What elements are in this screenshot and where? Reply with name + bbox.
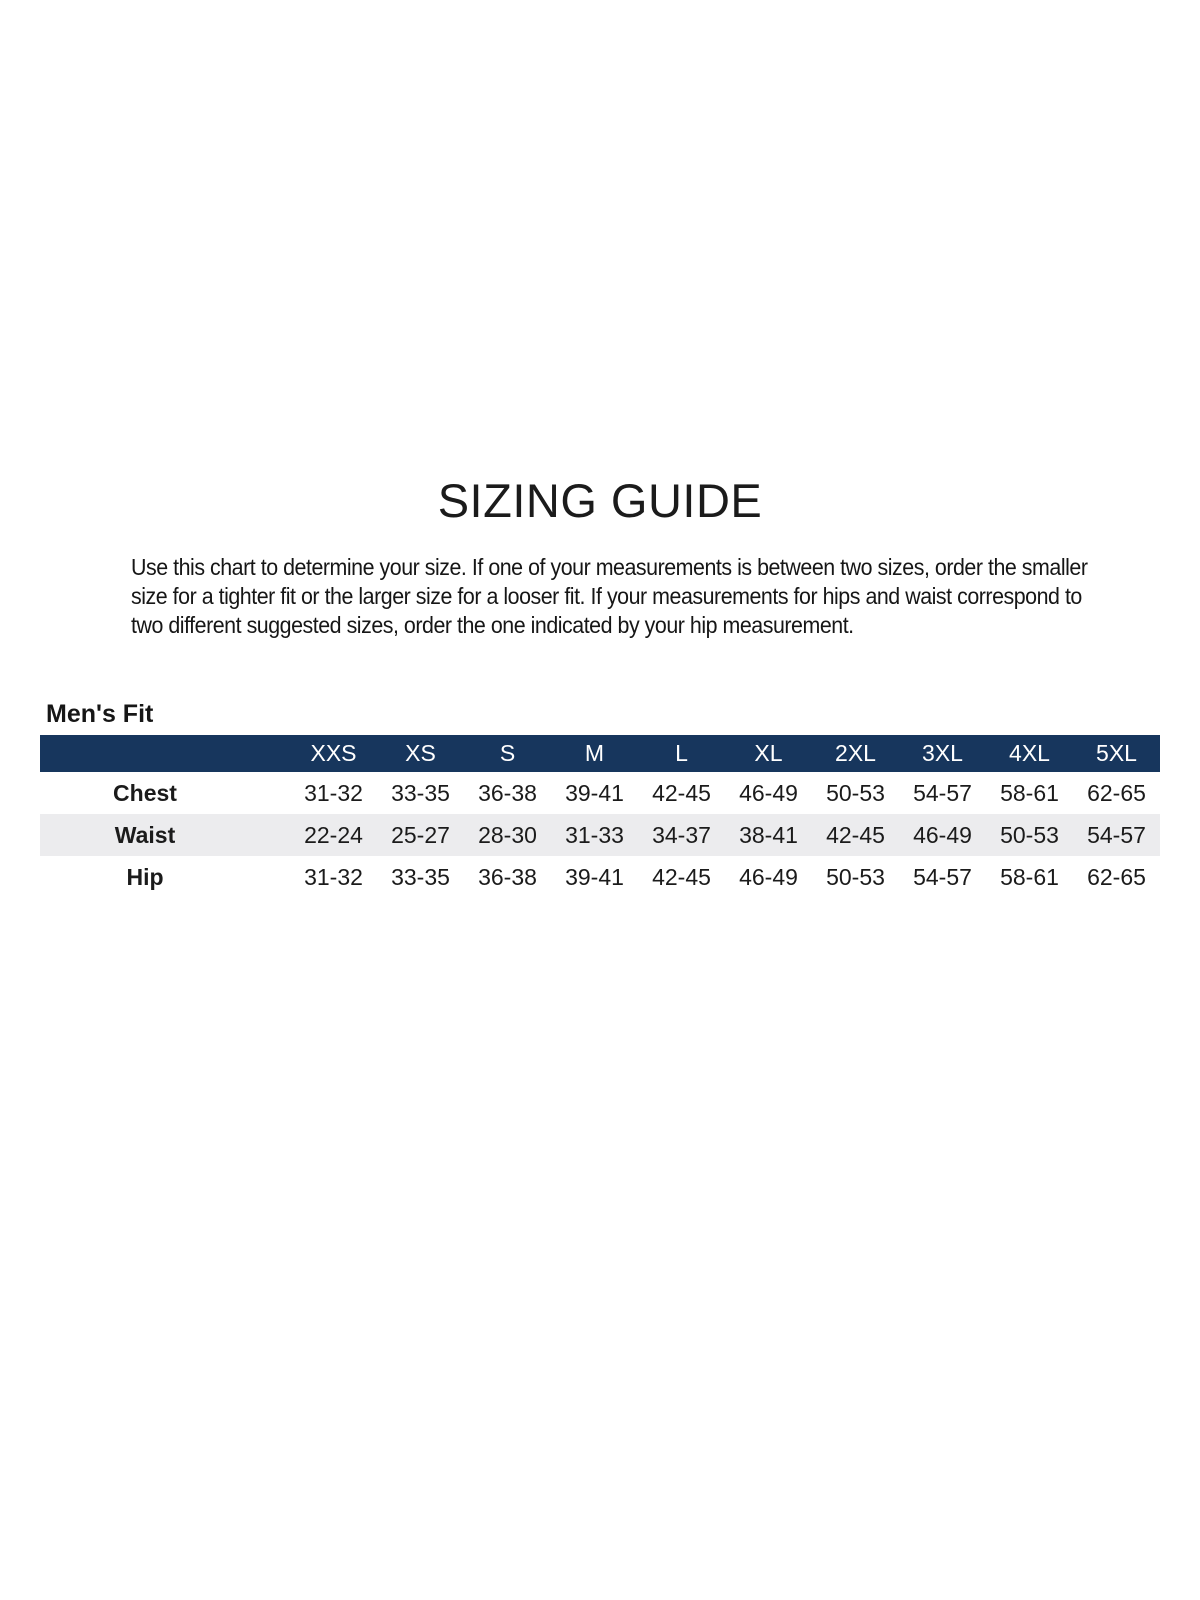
measurement-cell: 31-33: [565, 821, 624, 848]
measurement-cell: 36-38: [478, 779, 537, 806]
row-label: Waist: [114, 821, 176, 848]
measurement-cell: 54-57: [1087, 821, 1146, 848]
measurement-cell: 38-41: [739, 821, 798, 848]
measurement-cell: 62-65: [1087, 779, 1146, 806]
size-header-cell: XS: [377, 735, 464, 772]
row-label: Hip: [126, 863, 164, 890]
measurement-cell: 46-49: [739, 863, 798, 890]
measurement-cell: 39-41: [565, 863, 624, 890]
measurement-cell: 33-35: [391, 863, 450, 890]
measurement-cell: 25-27: [391, 821, 450, 848]
measurement-cell: 28-30: [478, 821, 537, 848]
measurement-cell: 42-45: [652, 863, 711, 890]
size-header-cell: XXS: [290, 735, 377, 772]
measurement-cell: 39-41: [565, 779, 624, 806]
measurement-cell: 54-57: [913, 779, 972, 806]
intro-text: [131, 553, 1087, 640]
size-header-cell: 4XL: [986, 735, 1073, 772]
measurement-cell: 54-57: [913, 863, 972, 890]
page-title: SIZING GUIDE: [437, 474, 763, 527]
measurement-cell: 50-53: [826, 779, 885, 806]
measurement-cell: 46-49: [913, 821, 972, 848]
measurement-cell: 50-53: [1000, 821, 1059, 848]
measurement-cell: 58-61: [1000, 863, 1059, 890]
measurement-cell: 46-49: [739, 779, 798, 806]
measurement-cell: 31-32: [304, 779, 363, 806]
table-row: [40, 856, 1160, 898]
measurement-cell: 50-53: [826, 863, 885, 890]
size-header-corner-cell: [40, 735, 290, 772]
size-header-cell: L: [638, 735, 725, 772]
size-header-cell: 2XL: [812, 735, 899, 772]
measurement-cell: 34-37: [652, 821, 711, 848]
measurement-cell: 33-35: [391, 779, 450, 806]
intro-line-1: Use this chart to determine your size. If one of your measurements is between two sizes, order the smaller: [131, 554, 1088, 580]
row-label: Chest: [113, 779, 177, 806]
size-table: [40, 735, 1160, 898]
measurement-cell: 31-32: [304, 863, 363, 890]
size-table-body: [40, 772, 1160, 898]
intro-line-2: size for a tighter fit or the larger size for a looser fit. If your measurements for hips and waist correspond to: [131, 583, 1082, 609]
measurement-cell: 22-24: [304, 821, 363, 848]
table-row: [40, 772, 1160, 814]
intro-line-3: two different suggested sizes, order the one indicated by your hip measurement.: [131, 612, 854, 638]
table-row: [40, 814, 1160, 856]
measurement-cell: 42-45: [826, 821, 885, 848]
size-header-cell: 5XL: [1073, 735, 1160, 772]
measurement-cell: 36-38: [478, 863, 537, 890]
size-header-cell: M: [551, 735, 638, 772]
size-header-cell: 3XL: [899, 735, 986, 772]
size-header-cell: S: [464, 735, 551, 772]
measurement-cell: 42-45: [652, 779, 711, 806]
measurement-cell: 62-65: [1087, 863, 1146, 890]
section-label-mens-fit: Men's Fit: [46, 700, 154, 728]
size-header-row: [40, 735, 1160, 772]
size-header-cell: XL: [725, 735, 812, 772]
measurement-cell: 58-61: [1000, 779, 1059, 806]
